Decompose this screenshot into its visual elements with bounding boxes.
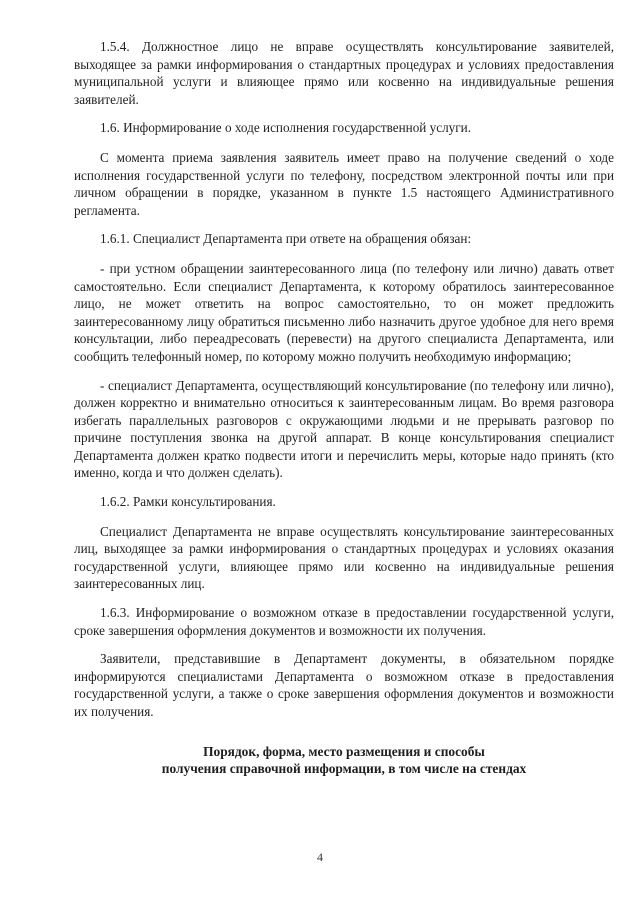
section-heading-line-2: получения справочной информации, в том числе на стендах (161, 761, 527, 777)
section-heading-line-1: Порядок, форма, место размещения и способы (203, 743, 485, 759)
paragraph-oral-request: - при устном обращении заинтересованного лица (по телефону или лично) давать ответ самостоятельно. Если специалист Департамента, к которому обратилось заинтересованное лицо, не может ответить на вопрос самостоятельно, то он может предложить заинтересованному лицу обратиться письменно либо назначить другое удобное для него время консультации, либо переадресовать (перевести) на другого специалиста Департамента, или сообщить телефонный номер, по которому можно получить необходимую информацию; (74, 260, 614, 364)
paragraph-consulting-limits: Специалист Департамента не вправе осуществлять консультирование заинтересованных лиц, выходящее за рамки информирования о стандартных процедурах и условиях оказания государственной услуги, влияющее прямо или косвенно на индивидуальные решения заинтересованных лиц. (74, 523, 614, 592)
paragraph-1-6-2: 1.6.2. Рамки консультирования. (100, 494, 276, 510)
paragraph-1-6-3: 1.6.3. Информирование о возможном отказе в предоставлении государственной услуги, сроке завершения оформления документов и возможности их получения. (74, 605, 614, 638)
paragraph-consulting-conduct: - специалист Департамента, осуществляющий консультирование (по телефону или лично), должен корректно и внимательно относиться к заинтересованным лицам. Во время разговора избегать параллельных разговоров с окружающими людьми и не прерывать разговор по причине поступления звонка на другой аппарат. В конце консультирования специалист Департамента должен кратко подвести итоги и перечислить меры, которые надо принять (кто именно, когда и что должен сделать). (74, 377, 614, 481)
paragraph-1-5-4: 1.5.4. Должностное лицо не вправе осуществлять консультирование заявителей, выходящее за рамки информирования о стандартных процедурах и условиях предоставления муниципальной услуги и влияющее прямо или косвенно на индивидуальные решения заявителей. (74, 39, 614, 107)
paragraph-1-6: 1.6. Информирование о ходе исполнения государственной услуги. (100, 120, 472, 136)
section-heading (74, 743, 614, 778)
page-number: 4 (317, 850, 323, 864)
document-page (74, 38, 614, 778)
paragraph-1-6-intro: С момента приема заявления заявитель имеет право на получение сведений о ходе исполнения государственной услуги по телефону, посредством электронной почты или при личном обращении в порядке, указанном в пункте 1.5 настоящего Административного регламента. (74, 149, 614, 218)
paragraph-applicants-informed: Заявители, представившие в Департамент документы, в обязательном порядке информируются специалистами Департамента о возможном отказе в предоставления государственной услуги, а также о сроке завершения оформления документов и возможности их получения. (74, 651, 614, 719)
paragraph-1-6-1: 1.6.1. Специалист Департамента при ответе на обращения обязан: (100, 231, 472, 247)
